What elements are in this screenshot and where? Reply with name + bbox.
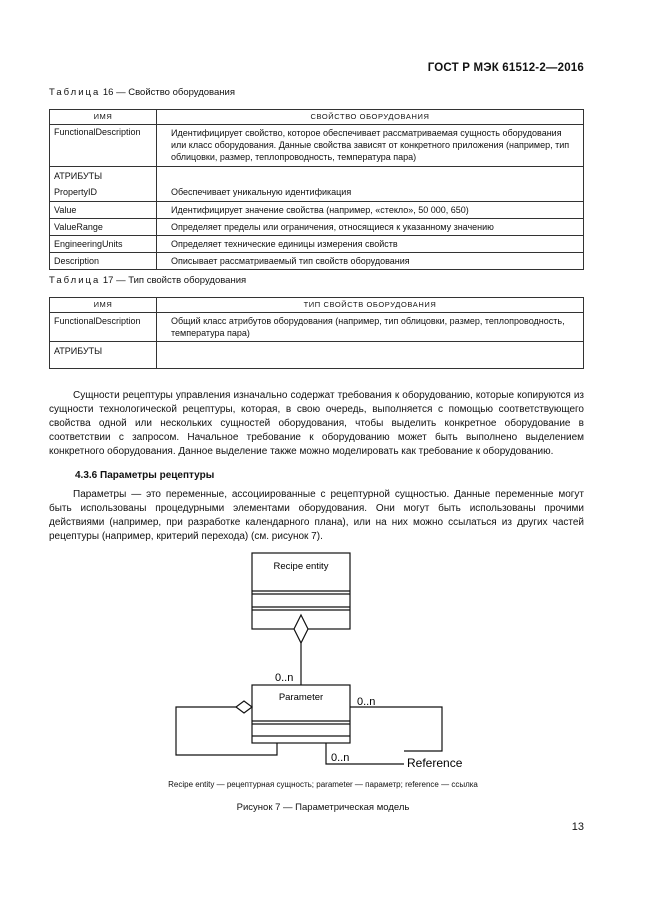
table16-row1-desc bbox=[157, 167, 584, 184]
paragraph-equipment-requirements bbox=[49, 389, 584, 459]
table17-row0-desc: Общий класс атрибутов оборудования (например, тип облицовки, размер, теплопроводность, температура пара) bbox=[157, 313, 584, 342]
table-row bbox=[50, 167, 584, 184]
table16-row2-desc: Обеспечивает уникальную идентификация bbox=[157, 183, 584, 202]
table16-row6-desc: Описывает рассматриваемый тип свойств оборудования bbox=[157, 253, 584, 270]
parameter-class bbox=[252, 685, 350, 743]
parameter-label: Parameter bbox=[278, 692, 324, 703]
table-row bbox=[50, 183, 584, 202]
figure-caption: Рисунок 7 — Параметрическая модель bbox=[236, 802, 410, 813]
table-row bbox=[50, 253, 584, 270]
table-row bbox=[50, 219, 584, 236]
table17-col-name: ИМЯ bbox=[50, 298, 157, 313]
paragraph-recipe-parameters bbox=[49, 488, 584, 544]
table16-col-value: СВОЙСТВО ОБОРУДОВАНИЯ bbox=[157, 110, 584, 125]
multiplicity-bottom: 0..n bbox=[331, 752, 350, 764]
reference-label: Reference bbox=[407, 756, 463, 770]
table16-caption-word: Таблица bbox=[49, 87, 101, 98]
table17 bbox=[49, 297, 584, 369]
aggregation-diamond-left bbox=[236, 701, 252, 713]
table17-header-row bbox=[50, 298, 584, 313]
table16-row6-name: Description bbox=[50, 253, 157, 270]
page-number: 13 bbox=[571, 821, 584, 833]
parameter-model-diagram bbox=[160, 548, 480, 773]
paragraph1-text: Сущности рецептуры управления изначально содержат требования к оборудованию, которые копируются из сущности технологической рецептуры, которая, в свою очередь, выполняется с помощью соответствующего свойства одной или нескольких сущностей оборудования, чтобы выделить конкретное оборудование в соответствии с запросом. Начальное требование к оборудованию может быть выполнено выделением конкретного оборудования. Данное выделение также можно моделировать как требование к оборудованию. bbox=[49, 390, 584, 457]
table16-caption-rest: 16 — Свойство оборудования bbox=[102, 87, 235, 98]
table17-caption bbox=[49, 275, 246, 286]
multiplicity-top: 0..n bbox=[275, 672, 294, 684]
table-row bbox=[50, 313, 584, 342]
table16-row5-desc: Определяет технические единицы измерения свойств bbox=[157, 236, 584, 253]
table-row bbox=[50, 236, 584, 253]
table16-caption bbox=[49, 87, 235, 98]
table17-caption-rest: 17 — Тип свойств оборудования bbox=[102, 275, 247, 286]
table16-row3-name: Value bbox=[50, 202, 157, 219]
recipe-entity-label: Recipe entity bbox=[273, 561, 329, 572]
table16-col-name: ИМЯ bbox=[50, 110, 157, 125]
table-row bbox=[50, 125, 584, 167]
table-row bbox=[50, 342, 584, 369]
table16-row3-desc: Идентифицирует значение свойства (например, «стекло», 50 000, 650) bbox=[157, 202, 584, 219]
table16-row0-name: FunctionalDescription bbox=[50, 125, 157, 167]
figure-legend: Recipe entity — рецептурная сущность; parameter — параметр; reference — ссылка bbox=[168, 780, 478, 789]
table17-col-value: ТИП СВОЙСТВ ОБОРУДОВАНИЯ bbox=[157, 298, 584, 313]
table16-row1-name: АТРИБУТЫ bbox=[50, 167, 157, 184]
multiplicity-right: 0..n bbox=[357, 696, 376, 708]
table16-row4-name: ValueRange bbox=[50, 219, 157, 236]
table16 bbox=[49, 109, 584, 270]
table17-caption-word: Таблица bbox=[49, 275, 101, 286]
table16-row4-desc: Определяет пределы или ограничения, относящиеся к указанному значению bbox=[157, 219, 584, 236]
table17-row0-name: FunctionalDescription bbox=[50, 313, 157, 342]
table17-row1-name: АТРИБУТЫ bbox=[50, 342, 157, 369]
standard-header: ГОСТ Р МЭК 61512-2—2016 bbox=[427, 62, 584, 74]
section-heading: 4.3.6 Параметры рецептуры bbox=[75, 470, 215, 481]
association-right bbox=[350, 707, 442, 751]
table16-row5-name: EngineeringUnits bbox=[50, 236, 157, 253]
table-row bbox=[50, 202, 584, 219]
table16-header-row bbox=[50, 110, 584, 125]
paragraph2-text: Параметры — это переменные, ассоциированные с рецептурной сущностью. Данные переменные могут быть использованы процедурными элементами оборудования. Они могут быть использованы прочими действиями (например, при разработке календарного плана), или на них можно ссылаться из других частей рецептуры (например, критерий перехода) (см. рисунок 7). bbox=[49, 489, 584, 542]
table16-row0-desc: Идентифицирует свойство, которое обеспечивает рассматриваемая сущность оборудования или класс оборудования. Данные свойства зависят от конкретного приложения (например, тип облицовки, размер, теплопроводность, температура пара) bbox=[157, 125, 584, 167]
table16-row2-name: PropertyID bbox=[50, 183, 157, 202]
table17-row1-desc bbox=[157, 342, 584, 369]
